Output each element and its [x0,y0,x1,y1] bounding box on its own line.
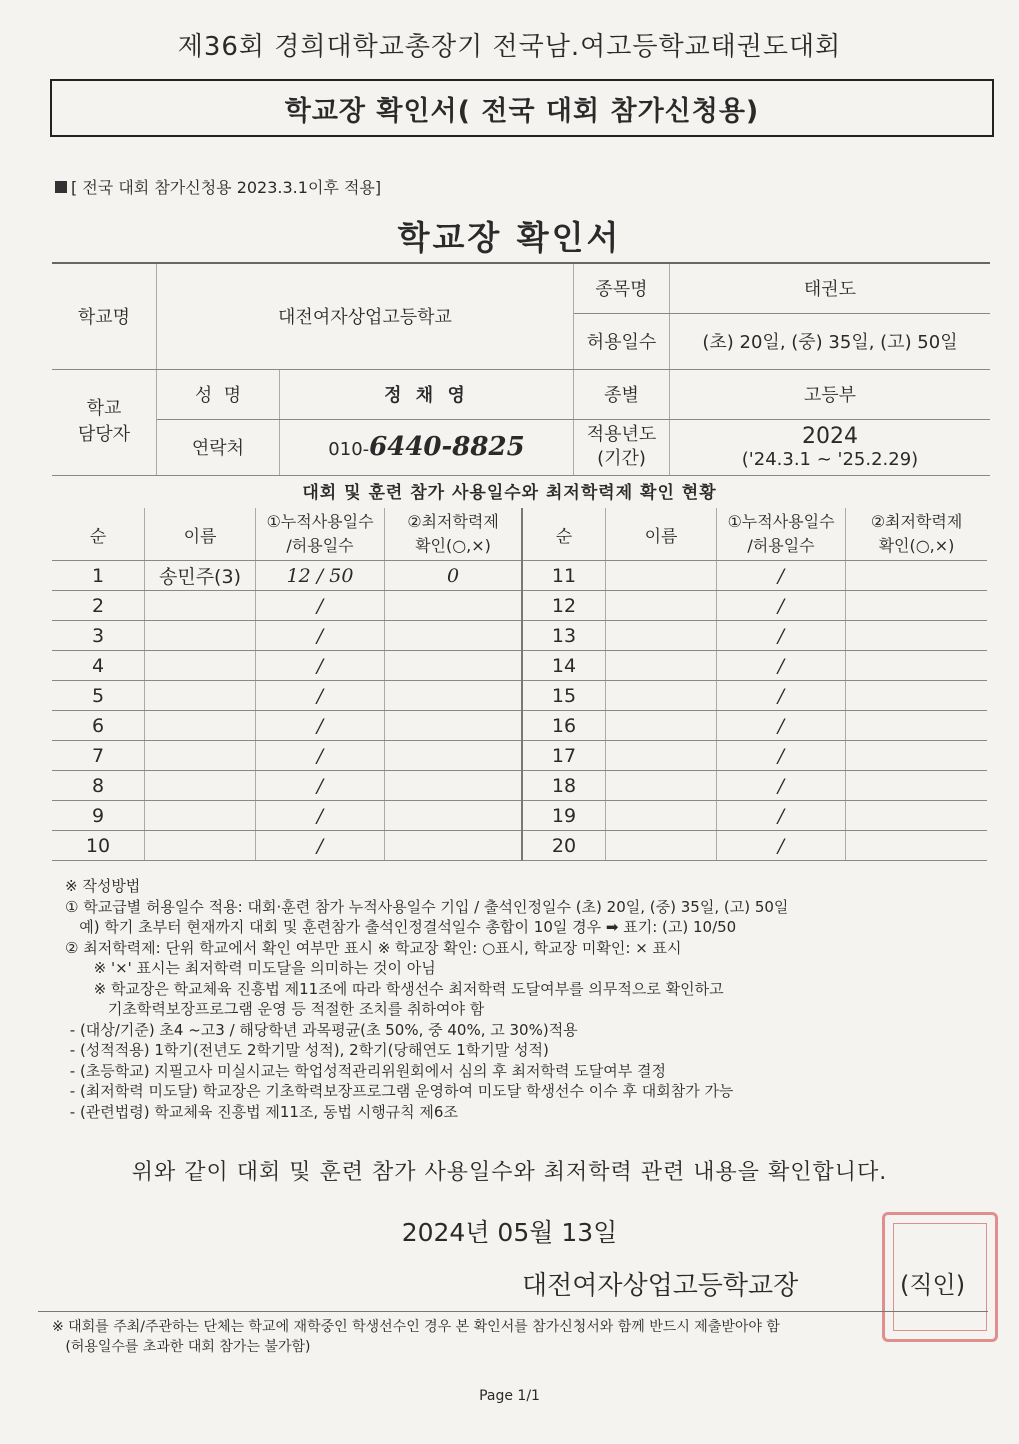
year-cell [670,419,991,475]
row-academic: 0 [385,561,523,591]
instruction-line: 기초학력보장프로그램 운영 등 적절한 조치를 취하여야 함 [65,1000,485,1018]
col-no-left: 순 [52,508,145,561]
instruction-line: ① 학교급별 허용일수 적용: 대회·훈련 참가 누적사용일수 기입 / 출석인정일수 (초) 20일, (중) 35일, (고) 50일 [65,897,789,916]
row-days: / [256,831,385,861]
row-academic [385,621,523,651]
row-name [145,621,256,651]
col-days-left: ①누적사용일수 /허용일수 [256,508,385,561]
contact-prefix: 010- [328,439,370,460]
row-days: / [256,801,385,831]
table-row [52,681,987,711]
page-number: Page 1/1 [479,1388,540,1404]
row-academic [385,771,523,801]
table-row [52,801,987,831]
row-name [145,681,256,711]
row-academic [846,681,988,711]
row-days: / [256,771,385,801]
row-name [145,591,256,621]
row-no: 8 [52,771,145,801]
instruction-line: ※ 학교장은 학교체육 진흥법 제11조에 따라 학생선수 최저학력 도달여부를 의무적으로 확인하고 [65,979,724,998]
row-name [145,831,256,861]
instruction-line: 예) 학기 초부터 현재까지 대회 및 훈련참가 출석인정결석일수 총합이 10일 경우 ➡ 표기: (고) 10/50 [65,918,737,936]
row-no: 4 [52,651,145,681]
col-no-right: 순 [522,508,606,561]
row-days: / [717,801,846,831]
row-no: 13 [522,621,606,651]
footnote-line: ※ 대회를 주최/주관하는 단체는 학교에 재학중인 학생선수인 경우 본 확인서를 참가신청서와 함께 반드시 제출받아야 함 [52,1319,780,1335]
usage-grid [52,508,987,861]
footer-divider [38,1311,988,1312]
row-days: / [256,591,385,621]
row-no: 19 [522,801,606,831]
instruction-line: ② 최저학력제: 단위 학교에서 확인 여부만 표시 ※ 학교장 확인: ○표시, 학교장 미확인: × 표시 [65,938,682,957]
row-name [145,741,256,771]
contact-label: 연락처 [157,419,280,475]
school-info-table [52,262,990,476]
division-label: 종별 [574,369,670,419]
year-period: ('24.3.1 ~ '25.2.29) [741,449,919,470]
row-no: 17 [522,741,606,771]
row-no: 20 [522,831,606,861]
row-days: / [717,771,846,801]
row-no: 2 [52,591,145,621]
row-academic [385,591,523,621]
row-days: / [256,621,385,651]
instruction-line: - (초등학교) 지필고사 미실시교는 학업성적관리위원회에서 심의 후 최저학력 도달여부 결정 [65,1061,666,1080]
row-days: / [256,711,385,741]
row-days: / [256,741,385,771]
col-name-right: 이름 [606,508,717,561]
instructions [65,876,965,1122]
col-name-left: 이름 [145,508,256,561]
school-label: 학교명 [52,263,157,369]
row-name [606,651,717,681]
row-no: 10 [52,831,145,861]
table-row [52,711,987,741]
main-title: 학교장 확인서 [397,218,622,257]
col-academic-right: ②최저학력제 확인(○,×) [846,508,988,561]
table-row [52,621,987,651]
row-name [606,741,717,771]
table-row [52,831,987,861]
contact-value [280,419,574,475]
row-no: 6 [52,711,145,741]
row-name [606,711,717,741]
row-no: 3 [52,621,145,651]
row-name [606,771,717,801]
row-academic [846,591,988,621]
row-days: / [256,651,385,681]
row-no: 15 [522,681,606,711]
year-value: 2024 [802,424,858,449]
row-name [145,771,256,801]
allow-value: (초) 20일, (중) 35일, (고) 50일 [670,313,991,369]
row-academic [385,711,523,741]
row-academic [385,831,523,861]
row-no: 16 [522,711,606,741]
school-value: 대전여자상업고등학교 [157,263,574,369]
year-label: 적용년도 (기간) [574,419,670,475]
row-name [145,801,256,831]
name-value: 정 채 영 [280,369,574,419]
event-label: 종목명 [574,263,670,313]
instruction-line: - (최저학력 미도달) 학교장은 기초학력보장프로그램 운영하여 미도달 학생선수 이수 후 대회참가 가능 [65,1082,734,1100]
row-academic [385,651,523,681]
row-no: 1 [52,561,145,591]
manager-label: 학교 담당자 [52,369,157,475]
row-no: 9 [52,801,145,831]
table-row [52,591,987,621]
table-row [52,741,987,771]
row-name [606,801,717,831]
division-value: 고등부 [670,369,991,419]
row-academic [846,771,988,801]
row-academic [385,741,523,771]
row-academic [385,681,523,711]
row-name [145,651,256,681]
row-name [606,561,717,591]
event-value: 태권도 [670,263,991,313]
square-bullet-icon [55,181,67,193]
row-no: 18 [522,771,606,801]
row-name [606,831,717,861]
form-note [55,175,381,198]
row-days: / [717,741,846,771]
row-academic [846,621,988,651]
instruction-line: - (관련법령) 학교체육 진흥법 제11조, 동법 시행규칙 제6조 [65,1102,458,1121]
row-no: 14 [522,651,606,681]
row-no: 12 [522,591,606,621]
row-name [145,711,256,741]
principal-signature: 대전여자상업고등학교장 [522,1271,799,1301]
row-no: 7 [52,741,145,771]
row-name: 송민주(3) [145,561,256,591]
row-name [606,591,717,621]
instruction-line: - (성적적용) 1학기(전년도 2학기말 성적), 2학기(당해연도 1학기말 성적) [65,1041,549,1059]
row-academic [846,741,988,771]
confirmation-text: 위와 같이 대회 및 훈련 참가 사용일수와 최저학력 관련 내용을 확인합니다. [131,1160,888,1185]
row-days: / [717,561,846,591]
instruction-line: - (대상/기준) 초4 ~고3 / 해당학년 과목평균(초 50%, 중 40%, 고 30%)적용 [65,1020,578,1039]
instruction-line: ※ '×' 표시는 최저학력 미도달을 의미하는 것이 아님 [65,959,436,977]
table-row [52,561,987,591]
row-academic [385,801,523,831]
row-days: / [717,621,846,651]
document-boxed-title: 학교장 확인서( 전국 대회 참가신청용) [50,79,994,137]
event-title: 제36회 경희대학교총장기 전국남.여고등학교태권도대회 [177,32,842,62]
row-no: 5 [52,681,145,711]
row-name [606,621,717,651]
row-days: 12 / 50 [256,561,385,591]
form-note-text: [ 전국 대회 참가신청용 2023.3.1이후 적용] [71,178,382,197]
col-days-right: ①누적사용일수 /허용일수 [717,508,846,561]
footnote [52,1317,780,1357]
row-no: 11 [522,561,606,591]
row-name [606,681,717,711]
table-row [52,651,987,681]
section-title: 대회 및 훈련 참가 사용일수와 최저학력제 확인 현황 [302,483,717,503]
row-days: / [717,651,846,681]
row-days: / [717,681,846,711]
name-label: 성 명 [157,369,280,419]
row-days: / [256,681,385,711]
col-academic-left: ②최저학력제 확인(○,×) [385,508,523,561]
instruction-line: ※ 작성방법 [65,877,141,895]
row-academic [846,831,988,861]
issue-date: 2024년 05월 13일 [401,1218,618,1247]
table-row [52,771,987,801]
footnote-line: (허용일수를 초과한 대회 참가는 불가함) [52,1339,311,1355]
row-days: / [717,591,846,621]
seal-placeholder: (직인) [900,1271,966,1299]
row-days: / [717,711,846,741]
row-academic [846,561,988,591]
row-days: / [717,831,846,861]
allow-label: 허용일수 [574,313,670,369]
contact-handwritten: 6440-8825 [369,432,525,462]
row-academic [846,711,988,741]
row-academic [846,651,988,681]
row-academic [846,801,988,831]
